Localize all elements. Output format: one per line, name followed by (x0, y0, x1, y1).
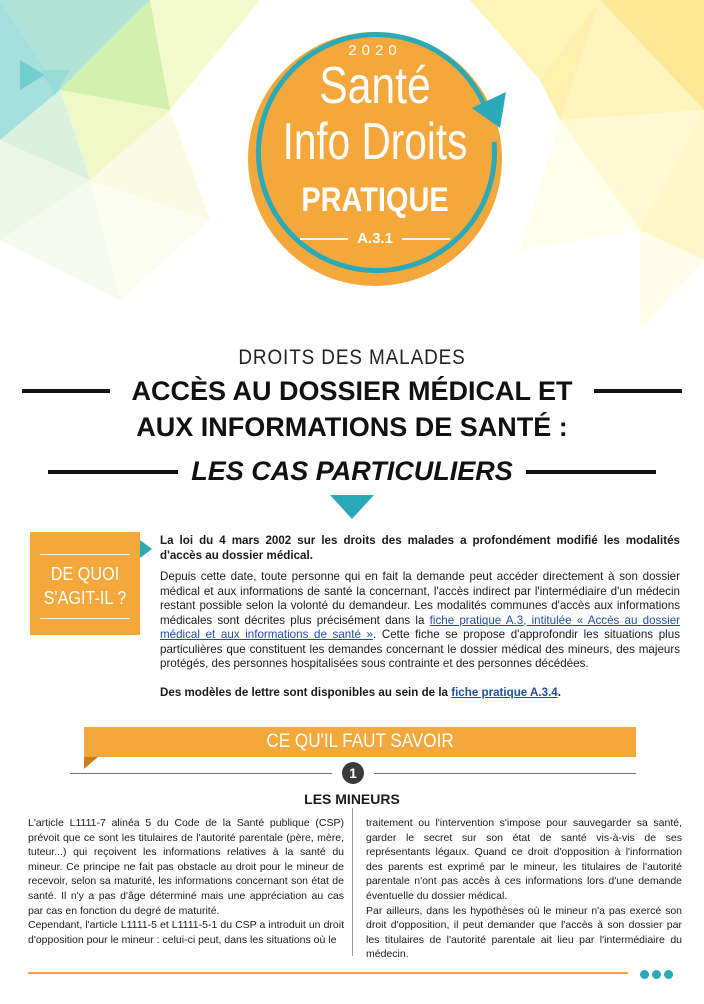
footer-dots (640, 966, 676, 984)
badge-line-pratique: PRATIQUE (301, 181, 449, 219)
footer-rule (28, 972, 628, 974)
body-left-paragraph-2: Cependant, l'article L1111-5 et L1111-5-1 du CSP a introduit un droit d'opposition pour le mineur : celui-ci peut, dans les situations où le (28, 919, 344, 946)
badge-year: 2020 (348, 42, 402, 59)
section-title: CE QU'IL FAUT SAVOIR (266, 731, 454, 752)
number-rule-left (70, 773, 332, 774)
footer-dot-icon (640, 970, 649, 979)
section-number: 1 (342, 762, 364, 784)
intro-p1-text-after: . Cette fiche se propose d'approfondir les situations plus particulières que constituent les demandes concernant le dossier médical des mineurs, des majeurs protégés, des personnes hospitalisées sous contrainte et des personnes décédées. (160, 628, 681, 670)
category-label: DROITS DES MALADES (238, 346, 466, 369)
section-header (84, 727, 636, 757)
intro-box-label (36, 562, 135, 610)
intro-p2-text-after: . (557, 686, 561, 699)
page-title-line2: AUX INFORMATIONS DE SANTÉ : (136, 412, 568, 442)
intro-box-label-line2: S'AGIT-IL ? (43, 588, 127, 608)
footer-dot-icon (664, 970, 673, 979)
intro-box-label-line1: DE QUOI (50, 564, 120, 584)
number-rule-right (374, 773, 636, 774)
page-title-line3: LES CAS PARTICULIERS (191, 456, 513, 486)
section-pointer-icon (84, 757, 98, 769)
intro-p1-text-before: Depuis cette date, toute personne qui en fait la demande peut accéder directement à son dossier médical et aux informations de santé la concernant, l'accès indirect par l'intermédiaire d'un médecin restant possible selon la volonté du demandeur. Les modalités communes d'accès aux informations médicales sont décrites plus précisément dans la (160, 570, 680, 627)
page-title-line1: ACCÈS AU DOSSIER MÉDICAL ET (131, 376, 573, 406)
intro-paragraph-1 (160, 570, 680, 672)
body-right-paragraph-2: Par ailleurs, dans les hypothèses où le mineur n'a pas exercé son droit d'opposition, il peut demander que l'accès à son dossier par les titulaires de l'autorité parentale ait lieu par l'intermédiaire du médecin. (366, 904, 682, 961)
badge-line-info-droits: Info Droits (282, 113, 468, 171)
fiche-a3-link[interactable]: fiche pratique A.3, intitulée « Accès au dossier médical et aux informations de santé » (160, 613, 680, 641)
section-subtitle: LES MINEURS (304, 791, 400, 807)
badge-rule-right (402, 238, 450, 240)
intro-p2-text-before: Des modèles de lettre sont disponibles au sein de la (160, 686, 452, 699)
fiche-a34-link[interactable]: fiche pratique A.3.4 (451, 686, 558, 699)
column-divider (352, 808, 353, 956)
title-rule-right (594, 389, 682, 393)
badge-code: A.3.1 (357, 230, 393, 247)
title-pointer-icon (330, 495, 374, 519)
intro-box-rule-bottom (40, 618, 130, 619)
intro-lead: La loi du 4 mars 2002 sur les droits des malades a profondément modifié les modalités d'accès au dossier médical. (160, 534, 680, 562)
body-left-paragraph-1: L'article L1111-7 alinéa 5 du Code de la Santé publique (CSP) prévoit que ce sont les titulaires de l'autorité parentale (père, mère, tuteur...) qui reçoivent les informations relatives à la santé du mineur. Ce principe ne fait pas obstacle au droit pour le mineur de recevoir, selon sa maturité, les informations concernant son état de santé. Il n'y a pas d'âge déterminé mais une appréciation au cas par cas en fonction du degré de maturité. (28, 817, 344, 917)
intro-box-pointer-icon (140, 540, 152, 558)
footer-dot-icon (652, 970, 661, 979)
body-column-left (28, 816, 344, 947)
body-column-right (366, 816, 682, 962)
intro-box-rule-top (40, 554, 130, 555)
body-right-paragraph-1: traitement ou l'intervention s'impose pour sauvegarder sa santé, garder le secret sur son état de santé vis-à-vis de ses représentants légaux. Quand ce droit d'opposition à l'information des parents est exprimé par le mineur, les titulaires de l'autorité parentale n'ont pas accès à ces informations lors d'une demande éventuelle du dossier médical. (366, 817, 682, 902)
intro-paragraph-2 (160, 686, 680, 701)
title-rule-left (22, 389, 110, 393)
badge-line-sante: Santé (319, 57, 431, 115)
